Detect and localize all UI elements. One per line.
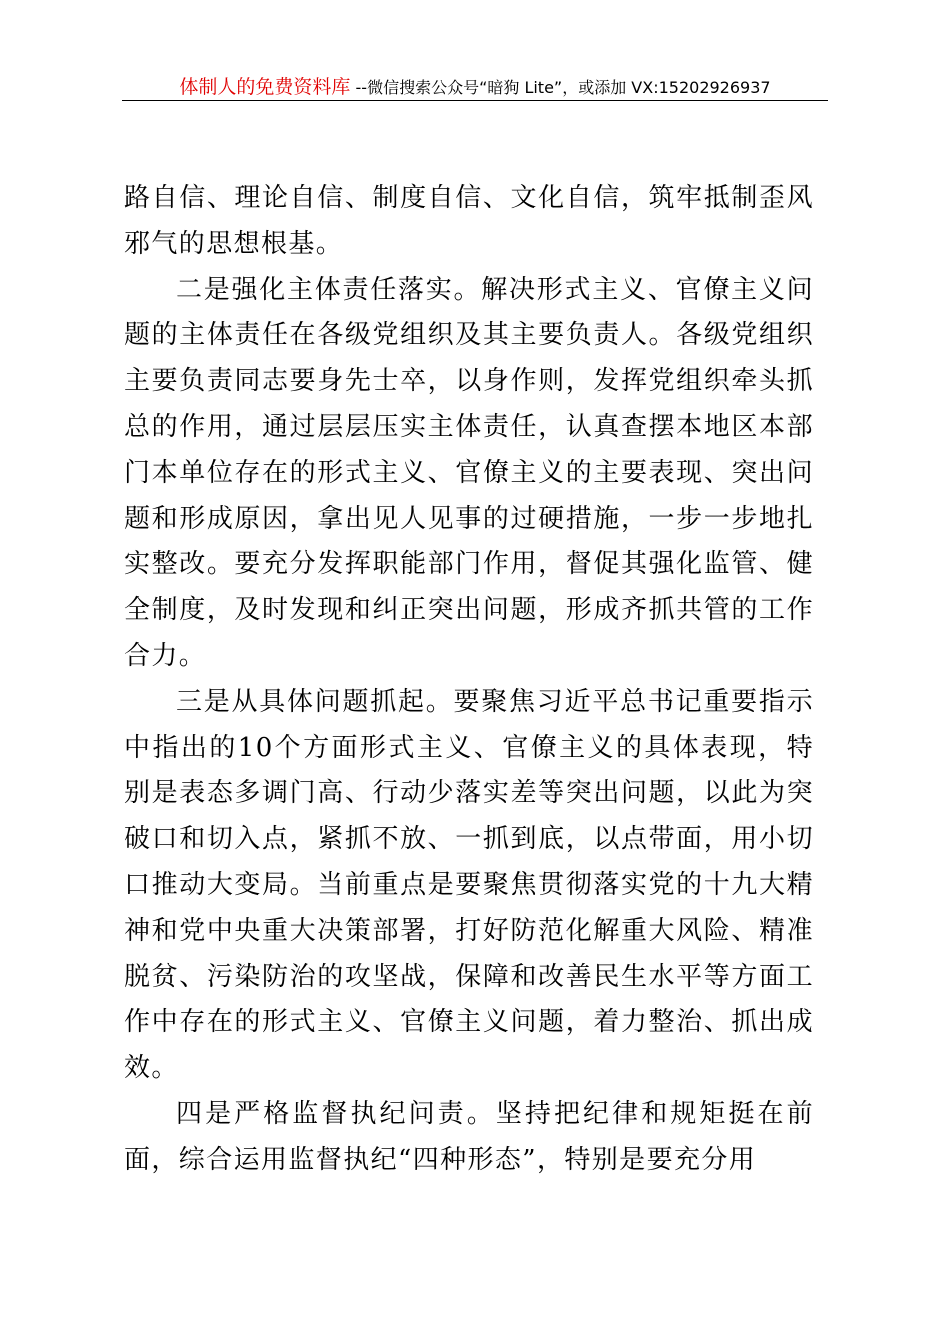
paragraph-continuation: 路自信、理论自信、制度自信、文化自信，筑牢抵制歪风邪气的思想根基。 xyxy=(124,183,814,259)
paragraph-item-3: 三是从具体问题抓起。要聚焦习近平总书记重要指示中指出的10个方面形式主义、官僚主义的具体表现，特别是表态多调门高、行动少落实差等突出问题，以此为突破口和切入点，紧抓不放、一抓到底，以点带面，用小切口推动大变局。当前重点是要聚焦贯彻落实党的十九大精神和党中央重大决策部署，打好防范化解重大风险、精准脱贫、污染防治的攻坚战，保障和改善民生水平等方面工作中存在的形式主义、官僚主义问题，着力整治、抓出成效。 xyxy=(124,686,814,1084)
paragraph-item-4: 四是严格监督执纪问责。坚持把纪律和规矩挺在前面，综合运用监督执纪“四种形态”，特别是要充分用 xyxy=(124,1098,814,1175)
watermark-header xyxy=(122,72,828,101)
paragraph-item-2: 二是强化主体责任落实。解决形式主义、官僚主义问题的主体责任在各级党组织及其主要负责人。各级党组织主要负责同志要身先士卒，以身作则，发挥党组织牵头抓总的作用，通过层层压实主体责任，认真查摆本地区本部门本单位存在的形式主义、官僚主义的主要表现、突出问题和形成原因，拿出见人见事的过硬措施，一步一步地扎实整改。要充分发挥职能部门作用，督促其强化监管、健全制度，及时发现和纠正突出问题，形成齐抓共管的工作合力。 xyxy=(124,274,814,671)
document-body xyxy=(124,176,814,1184)
header-tagline: --微信搜索公众号“暗狗 Lite”，或添加 VX:15202926937 xyxy=(350,78,771,97)
header-brand: 体制人的免费资料库 xyxy=(179,76,351,98)
